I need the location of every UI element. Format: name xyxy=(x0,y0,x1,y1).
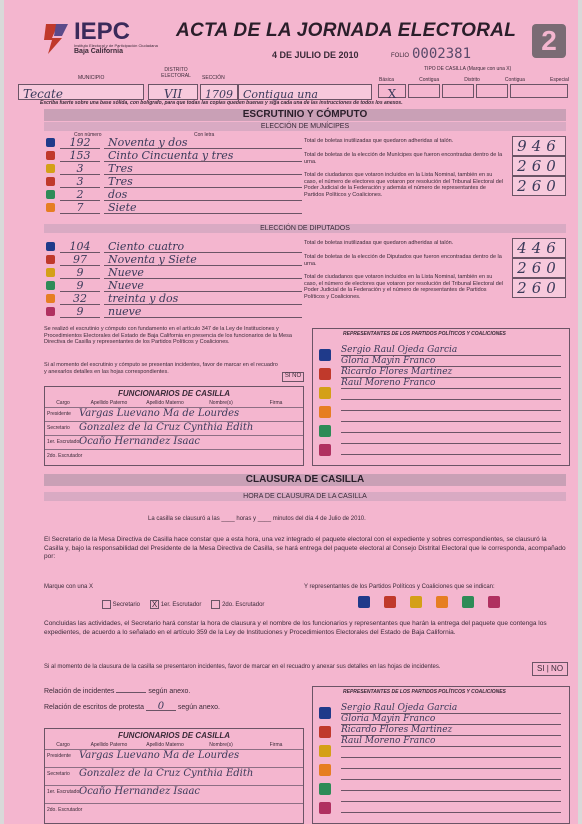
marque-label: Marque con una X xyxy=(44,584,94,590)
representante-name[interactable]: Gloria Mayin Franco xyxy=(341,356,561,367)
result-number[interactable]: 3 xyxy=(60,162,100,175)
signature-line[interactable] xyxy=(341,432,561,433)
result-number[interactable]: 9 xyxy=(60,279,100,292)
party-logos-2 xyxy=(317,699,337,821)
table-row xyxy=(45,435,303,450)
result-number[interactable]: 192 xyxy=(60,136,100,149)
col-letra-header: Con letra xyxy=(194,132,215,138)
question-text: Total de boletas de la elección de Diputados que fueron encontradas dentro de la urna. xyxy=(304,254,502,267)
funcionarios-rows-1 xyxy=(45,407,303,465)
party-logo-icon xyxy=(384,596,396,608)
result-letra[interactable]: Ciento cuatro xyxy=(104,240,302,253)
tipo-casilla-title: TIPO DE CASILLA xyxy=(424,66,466,72)
representantes-hint: Y representantes de los Partidos Políticos y Coaliciones que se indican: xyxy=(304,584,495,590)
col-numero-header: Con número xyxy=(74,132,102,138)
funcionarios-title-2: FUNCIONARIOS DE CASILLA xyxy=(118,731,230,740)
answer-box[interactable]: 260 xyxy=(512,156,566,176)
municipio-field[interactable] xyxy=(18,84,144,100)
representantes-table-2 xyxy=(312,686,570,824)
party-logo-icon xyxy=(410,596,422,608)
tipo-casilla-hint: (Marque con una X) xyxy=(467,66,512,72)
result-letra[interactable]: Cinto Cincuenta y tres xyxy=(104,149,302,162)
party-logo-icon xyxy=(319,368,331,380)
clausura-title: CLAUSURA DE CASILLA xyxy=(44,474,566,486)
party-logo-icon xyxy=(319,387,331,399)
si-label: SI xyxy=(536,664,545,673)
hora-clausura-title: HORA DE CLAUSURA DE LA CASILLA xyxy=(44,492,566,501)
segun-anexo: según anexo. xyxy=(177,704,220,711)
party-logo-icon xyxy=(46,307,55,316)
funcionarios-table-2 xyxy=(44,728,304,824)
representante-name[interactable]: Gloria Mayin Franco xyxy=(341,714,561,725)
result-number[interactable]: 9 xyxy=(60,266,100,279)
question-text: Total de ciudadanos que votaron incluidos en la Lista Nominal, también en su caso, el número de electores que votaron por resolución del Tribunal Electoral del Poder Judicial de la Federación y además el número de representantes de Partidos Políticos y Coaliciones. xyxy=(304,172,504,198)
relacion-incidentes-label: Relación de incidentes xyxy=(44,688,115,695)
tipo-option: Contigua xyxy=(419,77,440,83)
table-header: Apellido Paterno xyxy=(90,400,128,406)
funcionario-name[interactable]: Ocaño Hernandez Isaac xyxy=(79,436,201,447)
tipo-option: Básica xyxy=(379,77,395,83)
party-logo-icon xyxy=(319,783,331,795)
cargo-label: Secretario xyxy=(47,425,70,431)
cargo-label: Secretario xyxy=(47,771,70,777)
representante-name[interactable]: Raul Moreno Franco xyxy=(341,378,561,389)
tipo-option: Contigua xyxy=(504,77,525,83)
signature-line[interactable] xyxy=(341,454,561,455)
option-mark: X xyxy=(151,600,158,609)
tipo-casilla-label xyxy=(424,66,511,72)
seccion-label: SECCIÓN xyxy=(202,75,225,81)
signature-line[interactable] xyxy=(341,757,561,758)
cargo-label: Presidente xyxy=(47,411,71,417)
acta-page xyxy=(4,0,578,824)
municipio-label: MUNICIPIO xyxy=(78,75,105,81)
question-text: Total de boletas inutilizadas que quedaron adheridas al talón. xyxy=(304,240,454,246)
relacion-escritos xyxy=(44,703,294,711)
representante-name[interactable]: Ricardo Flores Martinez xyxy=(341,367,561,378)
funcionario-name[interactable]: Ocaño Hernandez Isaac xyxy=(79,786,201,797)
result-letra[interactable]: Noventa y dos xyxy=(104,136,302,149)
party-logo-icon xyxy=(319,707,331,719)
funcionario-name[interactable]: Vargas Luevano Ma de Lourdes xyxy=(79,408,240,419)
answer-box[interactable]: 446 xyxy=(512,238,566,258)
diputados-results xyxy=(44,242,300,322)
result-number[interactable]: 7 xyxy=(60,201,100,214)
party-logos-1 xyxy=(317,341,337,463)
seccion-value: 1709 xyxy=(205,88,233,101)
tipo-option: Distrito xyxy=(464,77,480,83)
signature-line[interactable] xyxy=(341,399,561,400)
logo-state: Baja California xyxy=(74,48,124,55)
answer-box[interactable]: 260 xyxy=(512,278,566,298)
no-label: NO xyxy=(551,664,564,673)
result-letra[interactable]: Siete xyxy=(104,201,302,214)
representante-name[interactable]: Sergio Raul Ojeda Garcia xyxy=(341,703,561,714)
party-logo-icon xyxy=(319,444,331,456)
tipo-mark: X xyxy=(387,87,397,101)
tipo-checkbox-contigua[interactable] xyxy=(408,84,440,98)
logo-text: IEPC xyxy=(74,18,131,45)
funcionario-name[interactable]: Gonzalez de la Cruz Cynthia Edith xyxy=(79,422,254,433)
result-letra[interactable]: Nueve xyxy=(104,279,302,292)
signature-line[interactable] xyxy=(341,768,561,769)
question-text: Total de ciudadanos que votaron incluidos en la Lista Nominal, también en su caso, el número de electores que votaron por resolución del Tribunal Electoral del Poder Judicial de la Federación y el número de representantes de Partidos Políticos y Coaliciones. xyxy=(304,274,504,300)
escritos-value: 0 xyxy=(146,703,176,711)
tipo-checkbox-especial[interactable] xyxy=(510,84,568,98)
party-logo-icon xyxy=(488,596,500,608)
representantes-title-2: REPRESENTANTES DE LOS PARTIDOS POLÍTICOS Y COALICIONES xyxy=(343,689,506,695)
incidentes-text: Si al momento del escrutinio y cómputo se presentan incidentes, favor de marcar en el recuadro y anexarlos detalles en las hojas correspondientes. xyxy=(44,362,278,375)
municipio-value: Tecate xyxy=(23,87,63,101)
cargo-label: 2do. Escrutador xyxy=(47,453,83,459)
table-header: Cargo xyxy=(56,400,70,406)
distrito-label: DISTRITO ELECTORAL xyxy=(161,67,191,79)
table-row xyxy=(45,803,303,822)
result-number[interactable]: 2 xyxy=(60,188,100,201)
signature-line[interactable] xyxy=(341,779,561,780)
party-logo-icon xyxy=(46,203,55,212)
funcionario-name[interactable]: Vargas Luevano Ma de Lourdes xyxy=(79,750,240,761)
table-header: Cargo xyxy=(56,742,70,748)
representantes-table-1 xyxy=(312,328,570,466)
diputados-title: ELECCIÓN DE DIPUTADOS xyxy=(44,224,566,233)
incidentes-2-si-no[interactable]: SI | NO xyxy=(532,662,568,676)
iepc-emblem-icon xyxy=(42,20,72,56)
party-logo-icon xyxy=(46,177,55,186)
party-logo-icon xyxy=(319,802,331,814)
option-secretario[interactable] xyxy=(102,600,140,609)
incidentes-2-text: Si al momento de la clausura de la casilla se presentaron incidentes, favor de marcar en el recuadro y anexar sus detalles en las hojas de incidentes. xyxy=(44,664,441,670)
representantes-names-2 xyxy=(341,703,565,813)
tipo-checkbox-distrito[interactable] xyxy=(442,84,474,98)
tipo-checkbox-contigua2[interactable] xyxy=(476,84,508,98)
party-logo-icon xyxy=(46,255,55,264)
party-logo-icon xyxy=(319,406,331,418)
clausura-party-logos xyxy=(358,596,558,610)
opciones-entrega xyxy=(102,600,312,609)
instruction-text: Escriba fuerte sobre una base sólida, con bolígrafo, para que todas las copias queden buenas y siga cada una de las instrucciones de todos los anexos. xyxy=(40,100,403,106)
result-number[interactable]: 153 xyxy=(60,149,100,162)
party-logo-icon xyxy=(46,294,55,303)
signature-line[interactable] xyxy=(341,421,561,422)
answer-box[interactable]: 946 xyxy=(512,136,566,156)
table-header: Firma xyxy=(269,400,283,406)
legal-text: Se realizó el escrutinio y cómputo con fundamento en el artículo 347 de la Ley de Instituciones y Procedimientos Electorales del Estado de Baja California en presencia de los funcionarios de la Mesa Directiva de Casilla y representantes de los Partidos Políticos y Coaliciones. xyxy=(44,326,292,345)
table-row xyxy=(45,449,303,464)
party-logo-icon xyxy=(46,138,55,147)
cargo-label: Presidente xyxy=(47,753,71,759)
party-logo-icon xyxy=(319,726,331,738)
table-header: Firma xyxy=(269,742,283,748)
result-number[interactable]: 104 xyxy=(60,240,100,253)
representante-name[interactable]: Sergio Raul Ojeda Garcia xyxy=(341,345,561,356)
result-letra[interactable]: Tres xyxy=(104,162,302,175)
party-logo-icon xyxy=(436,596,448,608)
iepc-logo xyxy=(42,18,172,58)
signature-line[interactable] xyxy=(341,443,561,444)
party-logo-icon xyxy=(319,349,331,361)
result-letra[interactable]: Tres xyxy=(104,175,302,188)
party-logo-icon xyxy=(319,745,331,757)
party-logo-icon xyxy=(46,281,55,290)
answer-box[interactable]: 260 xyxy=(512,258,566,278)
party-logo-icon xyxy=(462,596,474,608)
contigua-value: Contigua una xyxy=(243,88,318,101)
result-number[interactable]: 32 xyxy=(60,292,100,305)
party-logo-icon xyxy=(358,596,370,608)
page-number-badge xyxy=(532,24,566,58)
tipo-checkbox-basica[interactable] xyxy=(378,84,406,101)
party-logo-icon xyxy=(46,190,55,199)
funcionarios-table-1 xyxy=(44,386,304,466)
result-letra[interactable]: dos xyxy=(104,188,302,201)
diputados-answers xyxy=(512,238,566,318)
municipes-results xyxy=(44,138,300,216)
distrito-value: VII xyxy=(163,87,183,101)
result-letra[interactable]: Noventa y Siete xyxy=(104,253,302,266)
si-label: SI xyxy=(284,373,291,379)
page-title: ACTA DE LA JORNADA ELECTORAL xyxy=(176,20,517,41)
party-logo-icon xyxy=(46,164,55,173)
table-row xyxy=(45,785,303,804)
table-header: Apellido Materno xyxy=(146,742,184,748)
municipes-questions xyxy=(304,136,504,222)
relacion-escritos-label: Relación de escritos de protesta xyxy=(44,704,144,711)
funcionarios-header-2 xyxy=(45,742,303,748)
option-1er-escrutador[interactable] xyxy=(150,600,201,609)
clausura-body-1: El Secretario de la Mesa Directiva de Casilla hace constar que a esta hora, una vez integrado el paquete electoral con el expediente y sobres correspondientes, se clausuró la Casilla y, bajo la responsabilidad del Presidente de la Mesa Directiva de Casilla, se hará entrega del paquete electoral al Consejo Distrital Electoral que le corresponda, acompañado por: xyxy=(44,536,566,560)
municipes-title: ELECCIÓN DE MUNÍCIPES xyxy=(44,122,566,131)
folio-label: FOLIO xyxy=(391,53,410,59)
representantes-names-1 xyxy=(341,345,565,455)
seccion-field[interactable] xyxy=(200,84,238,100)
folio-number: 0002381 xyxy=(412,46,472,62)
table-header: Nombre(s) xyxy=(209,742,233,748)
signature-line[interactable] xyxy=(341,410,561,411)
municipes-answers xyxy=(512,136,566,216)
funcionario-name[interactable]: Gonzalez de la Cruz Cynthia Edith xyxy=(79,768,254,779)
funcionarios-header-1 xyxy=(45,400,303,406)
election-date: 4 DE JULIO DE 2010 xyxy=(272,50,359,60)
table-row xyxy=(45,407,303,422)
representantes-title-1: REPRESENTANTES DE LOS PARTIDOS POLÍTICOS Y COALICIONES xyxy=(343,331,506,337)
distrito-field[interactable] xyxy=(148,84,198,100)
cargo-label: 1er. Escrutador xyxy=(47,439,81,445)
tipo-option: Especial xyxy=(550,77,569,83)
tipo-options xyxy=(379,77,569,83)
result-number[interactable]: 97 xyxy=(60,253,100,266)
clausura-line: La casilla se clausuró a las ____ horas y ____ minutos del día 4 de Julio de 2010. xyxy=(148,516,366,522)
option-2do-escrutador[interactable] xyxy=(211,600,264,609)
party-logo-icon xyxy=(46,242,55,251)
table-row xyxy=(45,749,303,768)
result-letra[interactable]: Nueve xyxy=(104,266,302,279)
cargo-label: 1er. Escrutador xyxy=(47,789,81,795)
clausura-body-2: Concluidas las actividades, el Secretario hará constar la hora de clausura y el nombre de los funcionarios y representantes que harán la entrega del paquete que contenga los expedientes, de acuerdo a lo señalado en el artículo 359 de la Ley de Instituciones y Procedimientos Electorales del Estado de Baja California. xyxy=(44,620,547,636)
table-row xyxy=(45,421,303,436)
party-logo-icon xyxy=(319,425,331,437)
question-text: Total de boletas de la elección de Munícipes que fueron encontradas dentro de la urna. xyxy=(304,152,503,165)
option-label: 2do. Escrutador xyxy=(222,602,265,609)
result-number[interactable]: 3 xyxy=(60,175,100,188)
table-header: Apellido Materno xyxy=(146,400,184,406)
signature-line[interactable] xyxy=(341,801,561,802)
representante-name[interactable]: Raul Moreno Franco xyxy=(341,736,561,747)
table-header: Nombre(s) xyxy=(209,400,233,406)
funcionarios-title-1: FUNCIONARIOS DE CASILLA xyxy=(118,389,230,398)
incidentes-si-no[interactable] xyxy=(282,372,304,382)
cargo-label: 2do. Escrutador xyxy=(47,807,83,813)
logo-subtitle: Instituto Electoral y de Participación Ciudadana xyxy=(74,43,158,48)
party-logo-icon xyxy=(46,151,55,160)
result-number[interactable]: 9 xyxy=(60,305,100,318)
table-row xyxy=(45,767,303,786)
table-header: Apellido Paterno xyxy=(90,742,128,748)
representante-name[interactable]: Ricardo Flores Martinez xyxy=(341,725,561,736)
question-text: Total de boletas inutilizadas que quedaron adheridas al talón. xyxy=(304,138,454,144)
answer-box[interactable]: 260 xyxy=(512,176,566,196)
diputados-questions xyxy=(304,238,504,324)
result-letra[interactable]: treinta y dos xyxy=(104,292,302,305)
funcionarios-rows-2 xyxy=(45,749,303,821)
no-label: NO xyxy=(292,373,302,379)
option-label: Secretario xyxy=(112,602,141,609)
contigua-field[interactable] xyxy=(238,84,372,100)
result-letra[interactable]: nueve xyxy=(104,305,302,318)
option-label: 1er. Escrutador xyxy=(160,602,202,609)
party-logo-icon xyxy=(46,268,55,277)
signature-line[interactable] xyxy=(341,790,561,791)
segun-anexo: según anexo. xyxy=(148,688,191,695)
relacion-incidentes xyxy=(44,688,284,695)
escrutinio-title: ESCRUTINIO Y CÓMPUTO xyxy=(44,109,566,121)
signature-line[interactable] xyxy=(341,812,561,813)
page-number: 2 xyxy=(541,25,557,56)
party-logo-icon xyxy=(319,764,331,776)
